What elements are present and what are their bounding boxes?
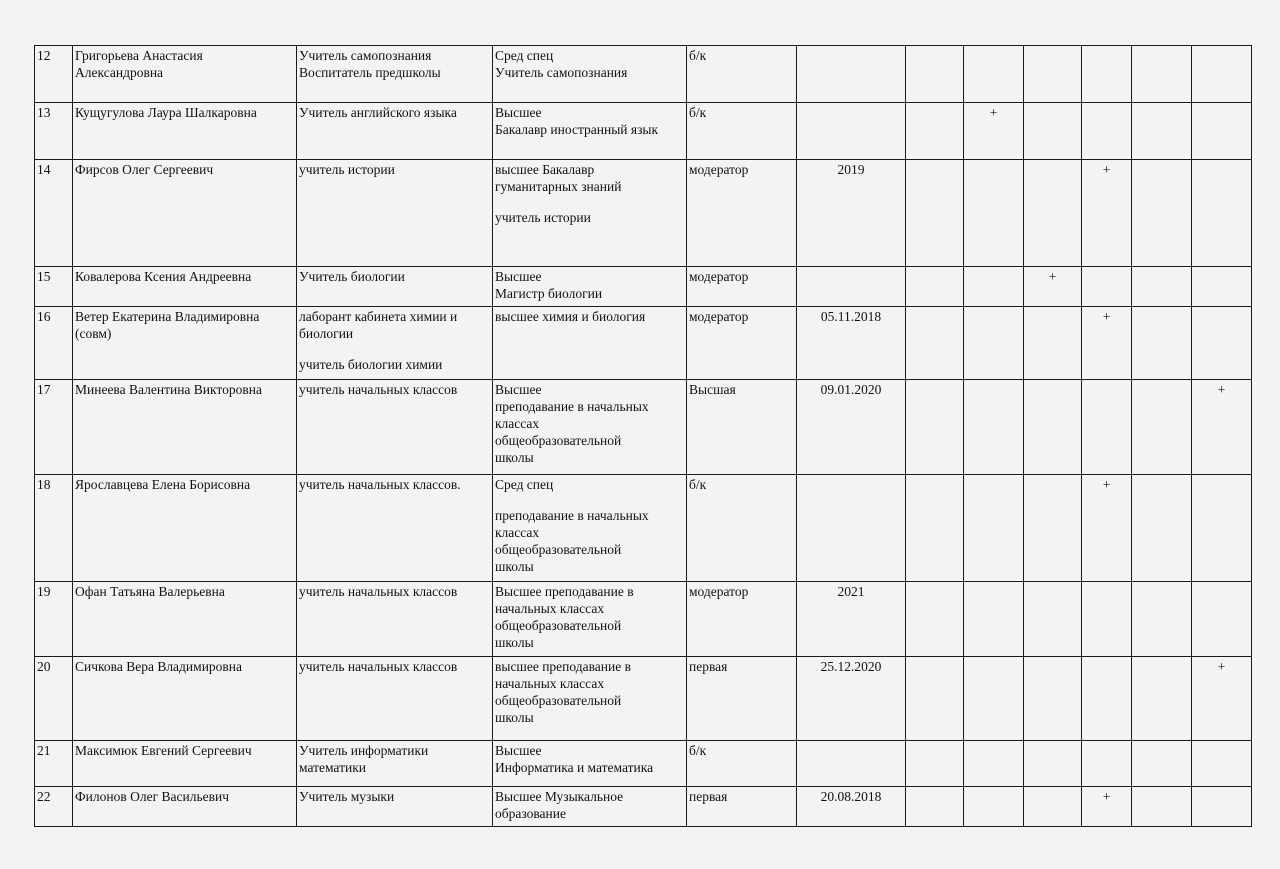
teacher-name bbox=[73, 657, 297, 741]
teacher-name bbox=[73, 582, 297, 657]
education-line: высшее преподавание в bbox=[495, 659, 631, 674]
qualification-category: б/к bbox=[687, 46, 797, 103]
teacher-name-line: Сичкова Вера Владимировна bbox=[75, 659, 243, 674]
education-line: общеобразовательной bbox=[495, 693, 622, 708]
table-row bbox=[35, 380, 1252, 475]
qualification-category: б/к bbox=[687, 103, 797, 160]
plan-year-cell bbox=[1192, 787, 1252, 827]
education-line: Учитель самопознания bbox=[495, 65, 628, 80]
position-line: Учитель информатики bbox=[299, 743, 429, 758]
qualification-category: модератор bbox=[687, 267, 797, 307]
plan-year-cell bbox=[906, 307, 964, 380]
teacher-position bbox=[297, 160, 493, 267]
plan-year-cell bbox=[1082, 307, 1132, 380]
education-line: Высшее bbox=[495, 743, 542, 758]
education-line: Высшее bbox=[495, 105, 542, 120]
plan-year-cell bbox=[1024, 46, 1082, 103]
education-line: школы bbox=[495, 559, 534, 574]
plus-mark: + bbox=[1217, 382, 1226, 397]
plan-year-cell bbox=[964, 380, 1024, 475]
plan-year-cell bbox=[1192, 46, 1252, 103]
plan-year-cell bbox=[964, 741, 1024, 787]
education-line: общеобразовательной bbox=[495, 618, 622, 633]
teacher-education bbox=[493, 160, 687, 267]
plan-year-cell bbox=[964, 475, 1024, 582]
teacher-name-line: Ярославцева Елена Борисовна bbox=[75, 477, 251, 492]
position-line: учитель начальных классов. bbox=[299, 477, 461, 492]
plan-year-cell bbox=[1024, 582, 1082, 657]
row-number: 15 bbox=[35, 267, 73, 307]
plan-year-cell bbox=[1132, 657, 1192, 741]
plus-mark: + bbox=[1048, 269, 1057, 284]
table-row bbox=[35, 103, 1252, 160]
education-line: гуманитарных знаний bbox=[495, 179, 622, 194]
teacher-name-line: Ветер Екатерина Владимировна bbox=[75, 309, 260, 324]
teacher-name bbox=[73, 267, 297, 307]
qualification-category: модератор bbox=[687, 307, 797, 380]
education-line: Сред спец bbox=[495, 48, 554, 63]
row-number: 14 bbox=[35, 160, 73, 267]
position-line: биологии bbox=[299, 326, 354, 341]
table-row bbox=[35, 46, 1252, 103]
plan-year-cell bbox=[1082, 267, 1132, 307]
table-row bbox=[35, 307, 1252, 380]
education-line: Бакалавр иностранный язык bbox=[495, 122, 659, 137]
teacher-name-line: Максимюк Евгений Сергеевич bbox=[75, 743, 252, 758]
education-line: начальных классах bbox=[495, 676, 605, 691]
plus-mark: + bbox=[1102, 309, 1111, 324]
position-line: лаборант кабинета химии и bbox=[299, 309, 458, 324]
position-line: Учитель английского языка bbox=[299, 105, 457, 120]
staff-table bbox=[34, 45, 1252, 827]
teacher-position bbox=[297, 307, 493, 380]
teacher-position bbox=[297, 787, 493, 827]
position-line: учитель начальных классов bbox=[299, 584, 458, 599]
education-line: Магистр биологии bbox=[495, 286, 603, 301]
education-line: школы bbox=[495, 450, 534, 465]
plus-mark: + bbox=[1102, 162, 1111, 177]
plan-year-cell bbox=[906, 787, 964, 827]
education-line: общеобразовательной bbox=[495, 542, 622, 557]
plan-year-cell bbox=[1192, 267, 1252, 307]
plan-year-cell bbox=[1082, 787, 1132, 827]
teacher-education bbox=[493, 475, 687, 582]
teacher-education bbox=[493, 582, 687, 657]
teacher-name-line: Минеева Валентина Викторовна bbox=[75, 382, 262, 397]
teacher-name bbox=[73, 103, 297, 160]
table-row bbox=[35, 582, 1252, 657]
education-line: классах bbox=[495, 416, 540, 431]
plan-year-cell bbox=[1132, 380, 1192, 475]
row-number: 19 bbox=[35, 582, 73, 657]
blank-line bbox=[495, 195, 684, 209]
plan-year-cell bbox=[1082, 380, 1132, 475]
table-row bbox=[35, 657, 1252, 741]
certification-date: 05.11.2018 bbox=[797, 307, 906, 380]
teacher-name-line: Александровна bbox=[75, 65, 164, 80]
education-line: высшее химия и биология bbox=[495, 309, 646, 324]
row-number: 20 bbox=[35, 657, 73, 741]
teacher-education bbox=[493, 267, 687, 307]
position-line: Учитель музыки bbox=[299, 789, 395, 804]
teacher-name bbox=[73, 46, 297, 103]
plan-year-cell bbox=[906, 46, 964, 103]
blank-line bbox=[299, 342, 490, 356]
plan-year-cell bbox=[906, 267, 964, 307]
certification-date bbox=[797, 475, 906, 582]
plan-year-cell bbox=[1192, 582, 1252, 657]
table-row bbox=[35, 475, 1252, 582]
teacher-name bbox=[73, 160, 297, 267]
row-number: 12 bbox=[35, 46, 73, 103]
teacher-position bbox=[297, 582, 493, 657]
teacher-name-line: Офан Татьяна Валерьевна bbox=[75, 584, 225, 599]
plan-year-cell bbox=[1082, 46, 1132, 103]
position-line: учитель истории bbox=[299, 162, 395, 177]
teacher-education bbox=[493, 741, 687, 787]
teacher-education bbox=[493, 657, 687, 741]
plan-year-cell bbox=[1082, 657, 1132, 741]
education-line: Высшее bbox=[495, 269, 542, 284]
plus-mark: + bbox=[989, 105, 998, 120]
qualification-category: первая bbox=[687, 787, 797, 827]
row-number: 21 bbox=[35, 741, 73, 787]
education-line: начальных классах bbox=[495, 601, 605, 616]
plan-year-cell bbox=[1132, 741, 1192, 787]
education-line: общеобразовательной bbox=[495, 433, 622, 448]
plan-year-cell bbox=[1132, 46, 1192, 103]
plan-year-cell bbox=[1132, 475, 1192, 582]
row-number: 17 bbox=[35, 380, 73, 475]
qualification-category: Высшая bbox=[687, 380, 797, 475]
position-line: Учитель самопознания bbox=[299, 48, 432, 63]
plan-year-cell bbox=[1192, 380, 1252, 475]
certification-date bbox=[797, 103, 906, 160]
education-line: образование bbox=[495, 806, 566, 821]
education-line: Сред спец bbox=[495, 477, 554, 492]
plus-mark: + bbox=[1102, 477, 1111, 492]
plan-year-cell bbox=[1082, 582, 1132, 657]
plan-year-cell bbox=[964, 103, 1024, 160]
position-line: учитель начальных классов bbox=[299, 659, 458, 674]
plan-year-cell bbox=[1132, 787, 1192, 827]
plan-year-cell bbox=[1024, 103, 1082, 160]
qualification-category: первая bbox=[687, 657, 797, 741]
plan-year-cell bbox=[1192, 160, 1252, 267]
teacher-position bbox=[297, 657, 493, 741]
plan-year-cell bbox=[1132, 582, 1192, 657]
plan-year-cell bbox=[1192, 103, 1252, 160]
teacher-name bbox=[73, 380, 297, 475]
staff-table-body bbox=[35, 46, 1252, 827]
table-row bbox=[35, 741, 1252, 787]
plan-year-cell bbox=[1192, 657, 1252, 741]
teacher-name-line: (совм) bbox=[75, 326, 112, 341]
plan-year-cell bbox=[906, 741, 964, 787]
certification-date: 09.01.2020 bbox=[797, 380, 906, 475]
plan-year-cell bbox=[1024, 657, 1082, 741]
education-line: Высшее Музыкальное bbox=[495, 789, 624, 804]
position-line: Воспитатель предшколы bbox=[299, 65, 441, 80]
plan-year-cell bbox=[964, 787, 1024, 827]
teacher-position bbox=[297, 380, 493, 475]
certification-date: 20.08.2018 bbox=[797, 787, 906, 827]
plus-mark: + bbox=[1102, 789, 1111, 804]
education-line: классах bbox=[495, 525, 540, 540]
teacher-name bbox=[73, 741, 297, 787]
plan-year-cell bbox=[1132, 307, 1192, 380]
plan-year-cell bbox=[906, 160, 964, 267]
plan-year-cell bbox=[906, 657, 964, 741]
teacher-position bbox=[297, 103, 493, 160]
teacher-education bbox=[493, 46, 687, 103]
plan-year-cell bbox=[1192, 307, 1252, 380]
certification-date bbox=[797, 46, 906, 103]
education-line: школы bbox=[495, 710, 534, 725]
teacher-education bbox=[493, 307, 687, 380]
plan-year-cell bbox=[1082, 160, 1132, 267]
education-line: школы bbox=[495, 635, 534, 650]
plan-year-cell bbox=[1024, 741, 1082, 787]
teacher-name-line: Кущугулова Лаура Шалкаровна bbox=[75, 105, 257, 120]
plan-year-cell bbox=[964, 46, 1024, 103]
certification-date bbox=[797, 267, 906, 307]
teacher-position bbox=[297, 475, 493, 582]
row-number: 13 bbox=[35, 103, 73, 160]
teacher-name bbox=[73, 475, 297, 582]
plan-year-cell bbox=[1082, 475, 1132, 582]
teacher-name-line: Григорьева Анастасия bbox=[75, 48, 203, 63]
plan-year-cell bbox=[906, 582, 964, 657]
qualification-category: б/к bbox=[687, 475, 797, 582]
plan-year-cell bbox=[964, 267, 1024, 307]
teacher-name bbox=[73, 787, 297, 827]
plan-year-cell bbox=[1024, 160, 1082, 267]
plan-year-cell bbox=[1024, 307, 1082, 380]
plan-year-cell bbox=[1024, 267, 1082, 307]
certification-date: 2021 bbox=[797, 582, 906, 657]
certification-date bbox=[797, 741, 906, 787]
position-line: математики bbox=[299, 760, 366, 775]
teacher-position bbox=[297, 741, 493, 787]
plan-year-cell bbox=[964, 582, 1024, 657]
row-number: 18 bbox=[35, 475, 73, 582]
education-line: учитель истории bbox=[495, 210, 591, 225]
teacher-name-line: Ковалерова Ксения Андреевна bbox=[75, 269, 252, 284]
plan-year-cell bbox=[1192, 741, 1252, 787]
table-row bbox=[35, 160, 1252, 267]
plan-year-cell bbox=[1132, 267, 1192, 307]
position-line: учитель биологии химии bbox=[299, 357, 443, 372]
teacher-name bbox=[73, 307, 297, 380]
plan-year-cell bbox=[1132, 103, 1192, 160]
teacher-name-line: Филонов Олег Васильевич bbox=[75, 789, 229, 804]
plan-year-cell bbox=[1192, 475, 1252, 582]
qualification-category: модератор bbox=[687, 160, 797, 267]
table-row bbox=[35, 267, 1252, 307]
education-line: Высшее преподавание в bbox=[495, 584, 634, 599]
teacher-position bbox=[297, 46, 493, 103]
certification-date: 25.12.2020 bbox=[797, 657, 906, 741]
row-number: 16 bbox=[35, 307, 73, 380]
plan-year-cell bbox=[906, 380, 964, 475]
table-row bbox=[35, 787, 1252, 827]
plan-year-cell bbox=[1024, 787, 1082, 827]
position-line: учитель начальных классов bbox=[299, 382, 458, 397]
teacher-education bbox=[493, 787, 687, 827]
qualification-category: б/к bbox=[687, 741, 797, 787]
plan-year-cell bbox=[1082, 103, 1132, 160]
certification-date: 2019 bbox=[797, 160, 906, 267]
row-number: 22 bbox=[35, 787, 73, 827]
education-line: Высшее bbox=[495, 382, 542, 397]
education-line: преподавание в начальных bbox=[495, 399, 649, 414]
teacher-education bbox=[493, 103, 687, 160]
plan-year-cell bbox=[1024, 475, 1082, 582]
education-line: Информатика и математика bbox=[495, 760, 654, 775]
plus-mark: + bbox=[1217, 659, 1226, 674]
blank-line bbox=[495, 493, 684, 507]
plan-year-cell bbox=[1132, 160, 1192, 267]
position-line: Учитель биологии bbox=[299, 269, 405, 284]
education-line: преподавание в начальных bbox=[495, 508, 649, 523]
plan-year-cell bbox=[906, 475, 964, 582]
qualification-category: модератор bbox=[687, 582, 797, 657]
teacher-name-line: Фирсов Олег Сергеевич bbox=[75, 162, 214, 177]
plan-year-cell bbox=[906, 103, 964, 160]
teacher-position bbox=[297, 267, 493, 307]
education-line: высшее Бакалавр bbox=[495, 162, 595, 177]
plan-year-cell bbox=[1082, 741, 1132, 787]
plan-year-cell bbox=[964, 160, 1024, 267]
plan-year-cell bbox=[964, 657, 1024, 741]
plan-year-cell bbox=[1024, 380, 1082, 475]
teacher-education bbox=[493, 380, 687, 475]
plan-year-cell bbox=[964, 307, 1024, 380]
